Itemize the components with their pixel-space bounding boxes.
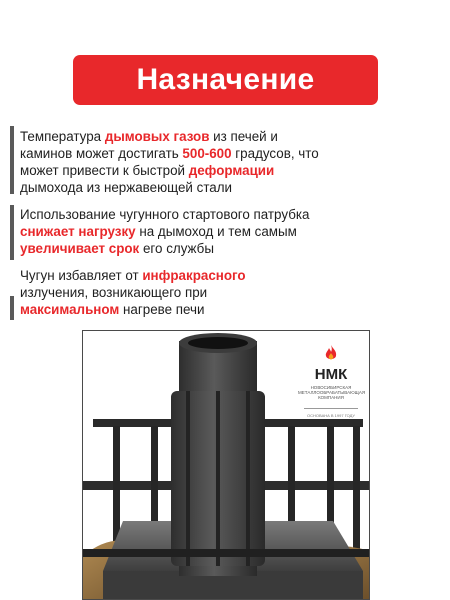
info-text bbox=[20, 206, 310, 257]
info-text bbox=[20, 267, 310, 318]
title-banner bbox=[73, 55, 378, 105]
highlight-text: максимальном bbox=[20, 302, 120, 317]
logo-founded: ОСНОВАНА В 1997 ГОДУ bbox=[307, 413, 355, 418]
text-segment: его службы bbox=[139, 241, 214, 256]
flame-icon bbox=[324, 345, 338, 361]
text-segment: Использование чугунного стартового патрубка bbox=[20, 207, 310, 222]
highlight-text: увеличивает срок bbox=[20, 241, 140, 256]
info-block-temperature bbox=[10, 126, 440, 194]
divider bbox=[304, 408, 358, 409]
highlight-text: снижает нагрузку bbox=[20, 224, 136, 239]
text-segment: из печей и каминов может достигать bbox=[20, 129, 278, 161]
company-logo bbox=[298, 345, 364, 418]
accent-bar bbox=[10, 205, 14, 260]
text-segment: градусов, что может привести к быстрой bbox=[20, 146, 319, 178]
text-segment: на дымоход и тем самым bbox=[135, 224, 297, 239]
info-block-load bbox=[10, 205, 440, 260]
highlight-text: деформации bbox=[188, 163, 275, 178]
logo-subtitle: НОВОСИБИРСКАЯ МЕТАЛЛООБРАБАТЫВАЮЩАЯ КОМПАНИЯ bbox=[298, 385, 366, 400]
accent-bar bbox=[10, 296, 14, 320]
text-segment: Чугун избавляет от bbox=[20, 268, 143, 283]
text-segment: нагреве печи bbox=[119, 302, 205, 317]
info-text bbox=[20, 128, 320, 196]
text-segment: дымохода из нержавеющей стали bbox=[20, 180, 233, 195]
info-block-infrared bbox=[10, 264, 440, 319]
highlight-text: 500-600 bbox=[182, 146, 232, 161]
accent-bar bbox=[10, 126, 14, 194]
text-segment: Температура bbox=[20, 129, 105, 144]
page-title: Назначение bbox=[136, 63, 315, 96]
text-segment: излучения, возникающего при bbox=[20, 285, 208, 300]
highlight-text: инфракрасного bbox=[142, 268, 246, 283]
highlight-text: дымовых газов bbox=[104, 129, 210, 144]
logo-name: НМК bbox=[314, 366, 348, 383]
